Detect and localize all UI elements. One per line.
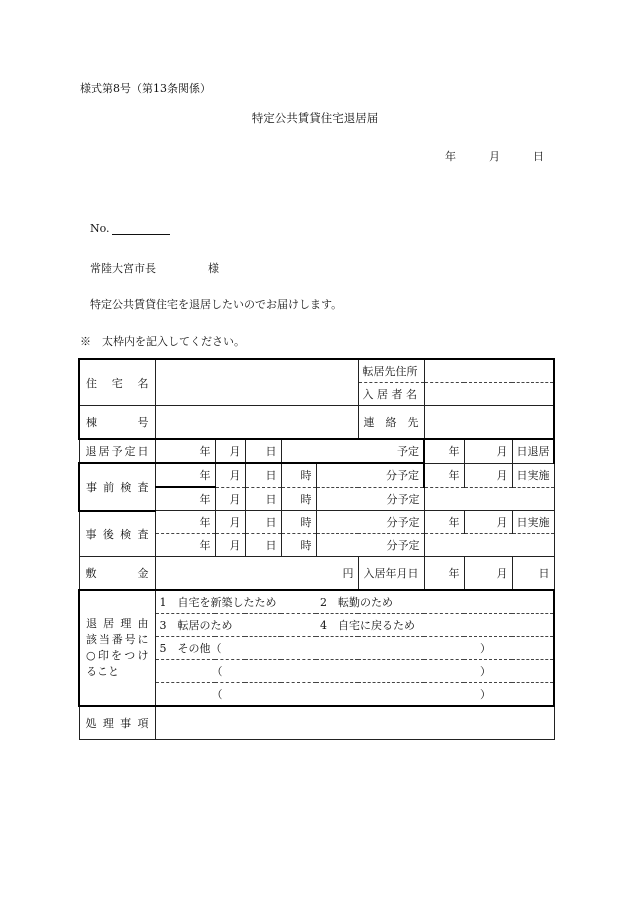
notice-text: 特定公共賃貸住宅を退居したいのでお届けします。: [90, 298, 343, 311]
field-renraku[interactable]: [424, 406, 554, 440]
reason5-close-paren: ）: [424, 637, 554, 660]
label-taikyo-riyu: [79, 590, 155, 706]
field-jutaku-mei[interactable]: [155, 359, 358, 406]
reason-label-line-4: ること: [86, 665, 119, 678]
taikyo-actual-day: 日退居: [512, 439, 554, 463]
document-no: [90, 222, 170, 235]
field-nyukyosha-mei[interactable]: [424, 383, 554, 406]
document-title: 特定公共賃貸住宅退居届: [251, 111, 379, 125]
taikyo-year: 年: [155, 439, 215, 463]
jigo1-hour: 時: [281, 511, 316, 534]
taikyo-actual-month: 月: [464, 439, 512, 463]
no-label: No.: [90, 222, 110, 235]
date-month-label: 月: [489, 150, 500, 163]
taikyo-day: 日: [245, 439, 281, 463]
submission-date: [445, 148, 544, 164]
reason-option-4[interactable]: 4 自宅に戻るため: [316, 614, 554, 637]
label-tenkyo-jusho: 転居先住所: [358, 359, 424, 383]
reason-extra-1-close: ）: [424, 660, 554, 683]
instruction-note: ※ 太枠内を記入してください。: [80, 335, 245, 348]
field-tou-gou[interactable]: [155, 406, 358, 440]
reason-option-3[interactable]: 3 転居のため: [155, 614, 316, 637]
reason-option-2[interactable]: 2 転勤のため: [316, 590, 554, 614]
jizen1-minute: 分予定: [316, 463, 424, 487]
label-tou-gou: 棟 号: [79, 406, 155, 440]
reason-extra-1-open[interactable]: （: [155, 660, 424, 683]
jigo2-month: 月: [215, 534, 245, 557]
label-jutaku-mei: 住 宅 名: [79, 359, 155, 406]
field-shori-jiko[interactable]: [155, 706, 554, 740]
jigo-actual-year: 年: [424, 511, 464, 534]
jigo2-minute: 分予定: [316, 534, 424, 557]
jizen1-hour: 時: [281, 463, 316, 487]
jizen2-month: 月: [215, 487, 245, 511]
jigo2-year: 年: [155, 534, 215, 557]
label-jigo-kensa: 事 後 検 査: [79, 511, 155, 557]
jigo1-minute: 分予定: [316, 511, 424, 534]
reason-label-line-3: ○印をつけ: [86, 649, 149, 662]
taikyo-actual-year: 年: [424, 439, 464, 463]
reason-extra-2-open[interactable]: （: [155, 683, 424, 707]
jizen2-year: 年: [155, 487, 215, 511]
reason-option-1[interactable]: 1 自宅を新築したため: [155, 590, 316, 614]
jizen-actual-year: 年: [424, 463, 464, 487]
label-taikyo-yotei: 退居予定日: [79, 439, 155, 463]
jizen-actual-month: 月: [464, 463, 512, 487]
reason-extra-2-close: ）: [424, 683, 554, 707]
addressee: 常陸大宮市長: [90, 262, 156, 275]
jigo-actual-month: 月: [464, 511, 512, 534]
jizen1-day: 日: [245, 463, 281, 487]
label-shikikin: 敷 金: [79, 557, 155, 591]
jizen1-month: 月: [215, 463, 245, 487]
jizen2-day: 日: [245, 487, 281, 511]
label-nyukyo-date: 入居年月日: [358, 557, 424, 591]
nyukyo-year: 年: [424, 557, 464, 591]
date-day-label: 日: [533, 150, 544, 163]
label-renraku: 連 絡 先: [358, 406, 424, 440]
jigo1-day: 日: [245, 511, 281, 534]
field-tenkyo-jusho[interactable]: [424, 359, 554, 383]
taikyo-yotei: 予定: [281, 439, 424, 463]
jigo1-month: 月: [215, 511, 245, 534]
jigo-actual-day: 日実施: [512, 511, 554, 534]
jigo2-hour: 時: [281, 534, 316, 557]
reason-label-line-1: 退 居 理 由: [86, 617, 149, 630]
shikikin-amount: 円: [155, 557, 358, 591]
jizen2-hour: 時: [281, 487, 316, 511]
jigo2-actual[interactable]: [424, 534, 554, 557]
label-shori-jiko: 処 理 事 項: [79, 706, 155, 740]
reason-option-5[interactable]: 5 その他（: [155, 637, 424, 660]
jizen2-actual[interactable]: [424, 487, 554, 511]
jigo1-year: 年: [155, 511, 215, 534]
taikyo-month: 月: [215, 439, 245, 463]
label-nyukyosha-mei: 入 居 者 名: [358, 383, 424, 406]
nyukyo-month: 月: [464, 557, 512, 591]
reason-label-line-2: 該当番号に: [86, 633, 149, 646]
label-jizen-kensa: 事 前 検 査: [79, 463, 155, 511]
date-year-label: 年: [445, 150, 456, 163]
form-number: 様式第8号（第13条関係）: [80, 82, 211, 95]
no-field[interactable]: [112, 222, 170, 235]
jizen1-year: 年: [155, 463, 215, 487]
addressee-honorific: 様: [208, 262, 219, 275]
move-out-form: [78, 358, 555, 740]
jizen-actual-day: 日実施: [512, 463, 554, 487]
jigo2-day: 日: [245, 534, 281, 557]
jizen2-minute: 分予定: [316, 487, 424, 511]
nyukyo-day: 日: [512, 557, 554, 591]
